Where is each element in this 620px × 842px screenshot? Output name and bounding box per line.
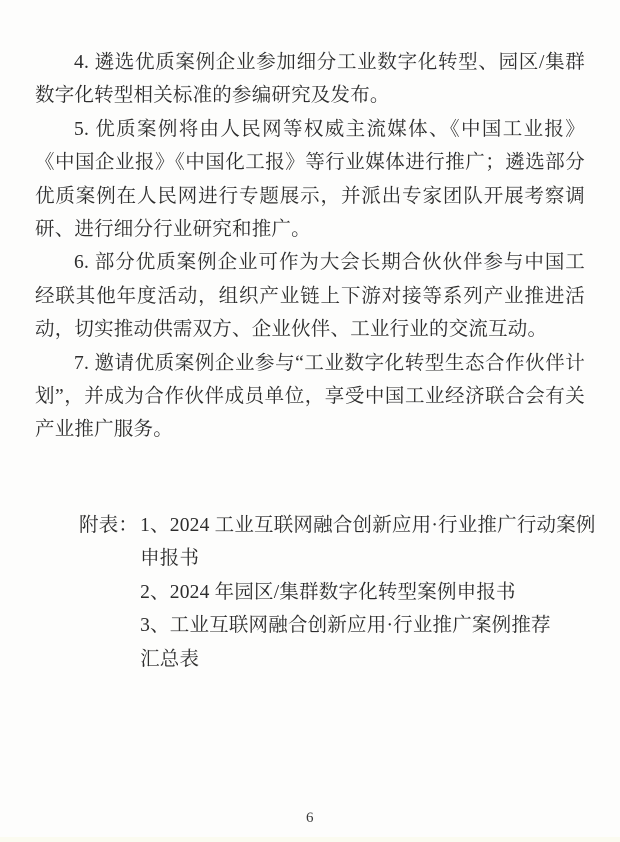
paragraph-item-4: 4. 遴选优质案例企业参加细分工业数字化转型、园区/集群数字化转型相关标准的参编研究及发布。 <box>35 52 585 107</box>
paragraph-item-7: 7. 邀请优质案例企业参与“工业数字化转型生态合作伙伴计划”，并成为合作伙伴成员单位，享受中国工业经济联合会有关产业推广服务。 <box>35 352 585 441</box>
scan-edge-artifact <box>0 837 620 842</box>
appendix-label: 附表： <box>79 514 139 536</box>
appendix-item-3-line-2: 汇总表 <box>140 648 200 670</box>
paragraph-item-6: 6. 部分优质案例企业可作为大会长期合伙伙伴参与中国工经联其他年度活动，组织产业链上下游对接等系列产业推进活动，切实推动供需双方、企业伙伴、工业行业的交流互动。 <box>35 252 585 341</box>
appendix-list <box>79 509 596 676</box>
paragraph-item-5: 5. 优质案例将由人民网等权威主流媒体、《中国工业报》《中国企业报》《中国化工报》等行业媒体进行推广；遴选部分优质案例在人民网进行专题展示，并派出专家团队开展考察调研、进行细分行业研究和推广。 <box>35 118 585 241</box>
appendix-item-1-line-2: 申报书 <box>140 548 200 570</box>
appendix-item-2-line-1: 2、2024 年园区/集群数字化转型案例申报书 <box>140 581 516 603</box>
appendix-item-1-line-1: 1、2024 工业互联网融合创新应用·行业推广行动案例 <box>140 514 596 536</box>
appendix-item-3-line-1: 3、工业互联网融合创新应用·行业推广案例推荐 <box>140 615 551 637</box>
appendix-items <box>140 509 596 676</box>
page-number: 6 <box>306 810 314 826</box>
